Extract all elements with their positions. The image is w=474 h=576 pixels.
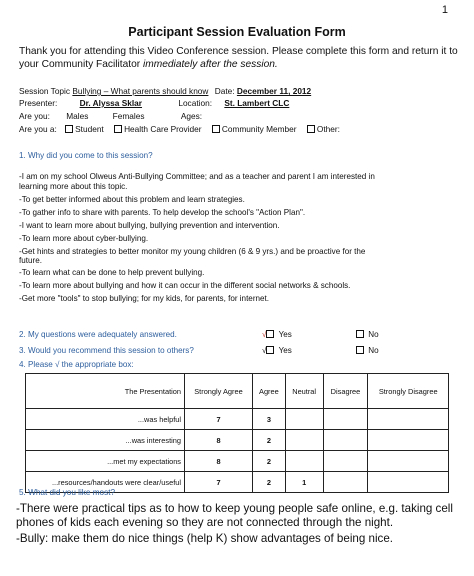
ages-label: Ages: — [180, 111, 203, 121]
are-you-label: Are you: — [19, 111, 50, 121]
table-cell[interactable] — [368, 409, 449, 430]
q3-no-option[interactable] — [356, 346, 379, 355]
table-cell[interactable] — [368, 430, 449, 451]
table-cell[interactable]: 2 — [253, 430, 286, 451]
table-cell[interactable] — [368, 472, 449, 493]
q2-no-label: No — [368, 330, 379, 339]
table-header-cell: Neutral — [285, 374, 323, 409]
presenter-label: Presenter: — [19, 98, 58, 108]
location-label: Location: — [178, 98, 213, 108]
checkmark-icon: √ — [262, 346, 267, 355]
q1-answer: -I am on my school Olweus Anti-Bullying Committee; and as a teacher and parent I am interested in — [19, 172, 375, 181]
checkbox-icon[interactable] — [212, 125, 220, 133]
form-title: Participant Session Evaluation Form — [128, 25, 346, 39]
checkmark-icon: √ — [262, 330, 267, 339]
q5-answer: -Bully: make them do nice things (help K) show advantages of being nice. — [16, 532, 394, 545]
date-value: December 11, 2012 — [236, 86, 312, 96]
intro-text: Thank you for attending this Video Conference session. Please complete this form and return it to your Community Facilitator — [19, 46, 458, 70]
q1-answer: -To learn what can be done to help prevent bullying. — [19, 268, 205, 277]
presenter-row — [19, 98, 289, 108]
row-label: ...was interesting — [26, 430, 185, 451]
table-row — [26, 430, 449, 451]
males-option[interactable]: Males — [66, 111, 89, 121]
q3-yes-option[interactable] — [262, 346, 292, 355]
q1-answer: -To learn more about cyber-bullying. — [19, 234, 149, 243]
intro-emphasis: immediately after the session. — [142, 59, 278, 70]
session-topic-row — [19, 86, 311, 96]
q1-answer: future. — [19, 256, 42, 265]
table-cell[interactable]: 2 — [253, 472, 286, 493]
date-label: Date: — [214, 86, 235, 96]
q1-answer: -Get more "tools" to stop bullying; for my kids, for parents, for internet. — [19, 294, 270, 303]
table-header-row — [26, 374, 449, 409]
table-cell[interactable] — [323, 430, 368, 451]
table-header-cell: Strongly Agree — [185, 374, 253, 409]
checkbox-icon[interactable] — [266, 346, 274, 354]
question-2: 2. My questions were adequately answered. — [19, 330, 177, 339]
question-4: 4. Please √ the appropriate box: — [19, 360, 134, 369]
table-header-cell: Strongly Disagree — [368, 374, 449, 409]
table-cell[interactable]: 2 — [253, 451, 286, 472]
table-row — [26, 451, 449, 472]
table-cell[interactable] — [323, 472, 368, 493]
intro-paragraph — [19, 45, 459, 71]
row-label: ...resources/handouts were clear/useful — [26, 472, 185, 493]
evaluation-table — [25, 373, 449, 493]
table-cell[interactable] — [285, 409, 323, 430]
q5-answer: -There were practical tips as to how to keep young people safe online, e.g. taking cell phones of kids each evening so they are not connected through the night. — [16, 502, 453, 529]
table-row — [26, 409, 449, 430]
community-member-option[interactable]: Community Member — [212, 124, 297, 134]
q1-answer: -Get hints and strategies to better monitor my young children (6 & 9 yrs.) and be proactive for the — [19, 247, 366, 256]
question-5: 5. What did you like most? — [19, 488, 116, 497]
table-cell[interactable]: 8 — [185, 430, 253, 451]
gender-row — [19, 111, 202, 121]
page-number: 1 — [441, 4, 448, 16]
q1-answer: learning more about this topic. — [19, 182, 128, 191]
q3-no-label: No — [368, 346, 379, 355]
session-topic-value: Bullying – What parents should know — [72, 86, 209, 96]
table-header-cell: Disagree — [323, 374, 368, 409]
table-cell[interactable] — [368, 451, 449, 472]
q1-answer: -To gather info to share with parents. To help develop the school's "Action Plan". — [19, 208, 306, 217]
table-header-cell: The Presentation — [26, 374, 185, 409]
table-cell[interactable] — [285, 451, 323, 472]
q3-yes-label: Yes — [278, 346, 292, 355]
q2-no-option[interactable] — [356, 330, 379, 339]
table-cell[interactable]: 7 — [185, 409, 253, 430]
q2-yes-option[interactable] — [262, 330, 292, 339]
presenter-value: Dr. Alyssa Sklar — [79, 98, 143, 108]
table-cell[interactable] — [323, 451, 368, 472]
question-3: 3. Would you recommend this session to others? — [19, 346, 194, 355]
q2-yes-label: Yes — [278, 330, 292, 339]
table-header-cell: Agree — [253, 374, 286, 409]
table-cell[interactable]: 7 — [185, 472, 253, 493]
checkbox-icon[interactable] — [356, 330, 364, 338]
session-topic-label: Session Topic — [19, 86, 71, 96]
checkbox-icon[interactable] — [307, 125, 315, 133]
question-1: 1. Why did you come to this session? — [19, 151, 153, 160]
table-cell[interactable]: 3 — [253, 409, 286, 430]
row-label: ...was helpful — [26, 409, 185, 430]
table-cell[interactable] — [323, 409, 368, 430]
q1-answer: -To get better informed about this problem and learn strategies. — [19, 195, 245, 204]
row-label: ...met my expectations — [26, 451, 185, 472]
other-option[interactable]: Other: — [307, 124, 340, 134]
location-value: St. Lambert CLC — [224, 98, 290, 108]
student-option[interactable]: Student — [65, 124, 104, 134]
health-care-provider-option[interactable]: Health Care Provider — [114, 124, 201, 134]
table-cell[interactable] — [285, 430, 323, 451]
table-cell[interactable]: 1 — [285, 472, 323, 493]
role-row — [19, 124, 340, 134]
checkbox-icon[interactable] — [356, 346, 364, 354]
q1-answer: -I want to learn more about bullying, bullying prevention and intervention. — [19, 221, 280, 230]
q1-answer: -To learn more about bullying and how it can occur in the different social networks & schools. — [19, 281, 351, 290]
are-you-a-label: Are you a: — [19, 124, 57, 134]
checkbox-icon[interactable] — [266, 330, 274, 338]
checkbox-icon[interactable] — [65, 125, 73, 133]
checkbox-icon[interactable] — [114, 125, 122, 133]
females-option[interactable]: Females — [112, 111, 145, 121]
table-cell[interactable]: 8 — [185, 451, 253, 472]
